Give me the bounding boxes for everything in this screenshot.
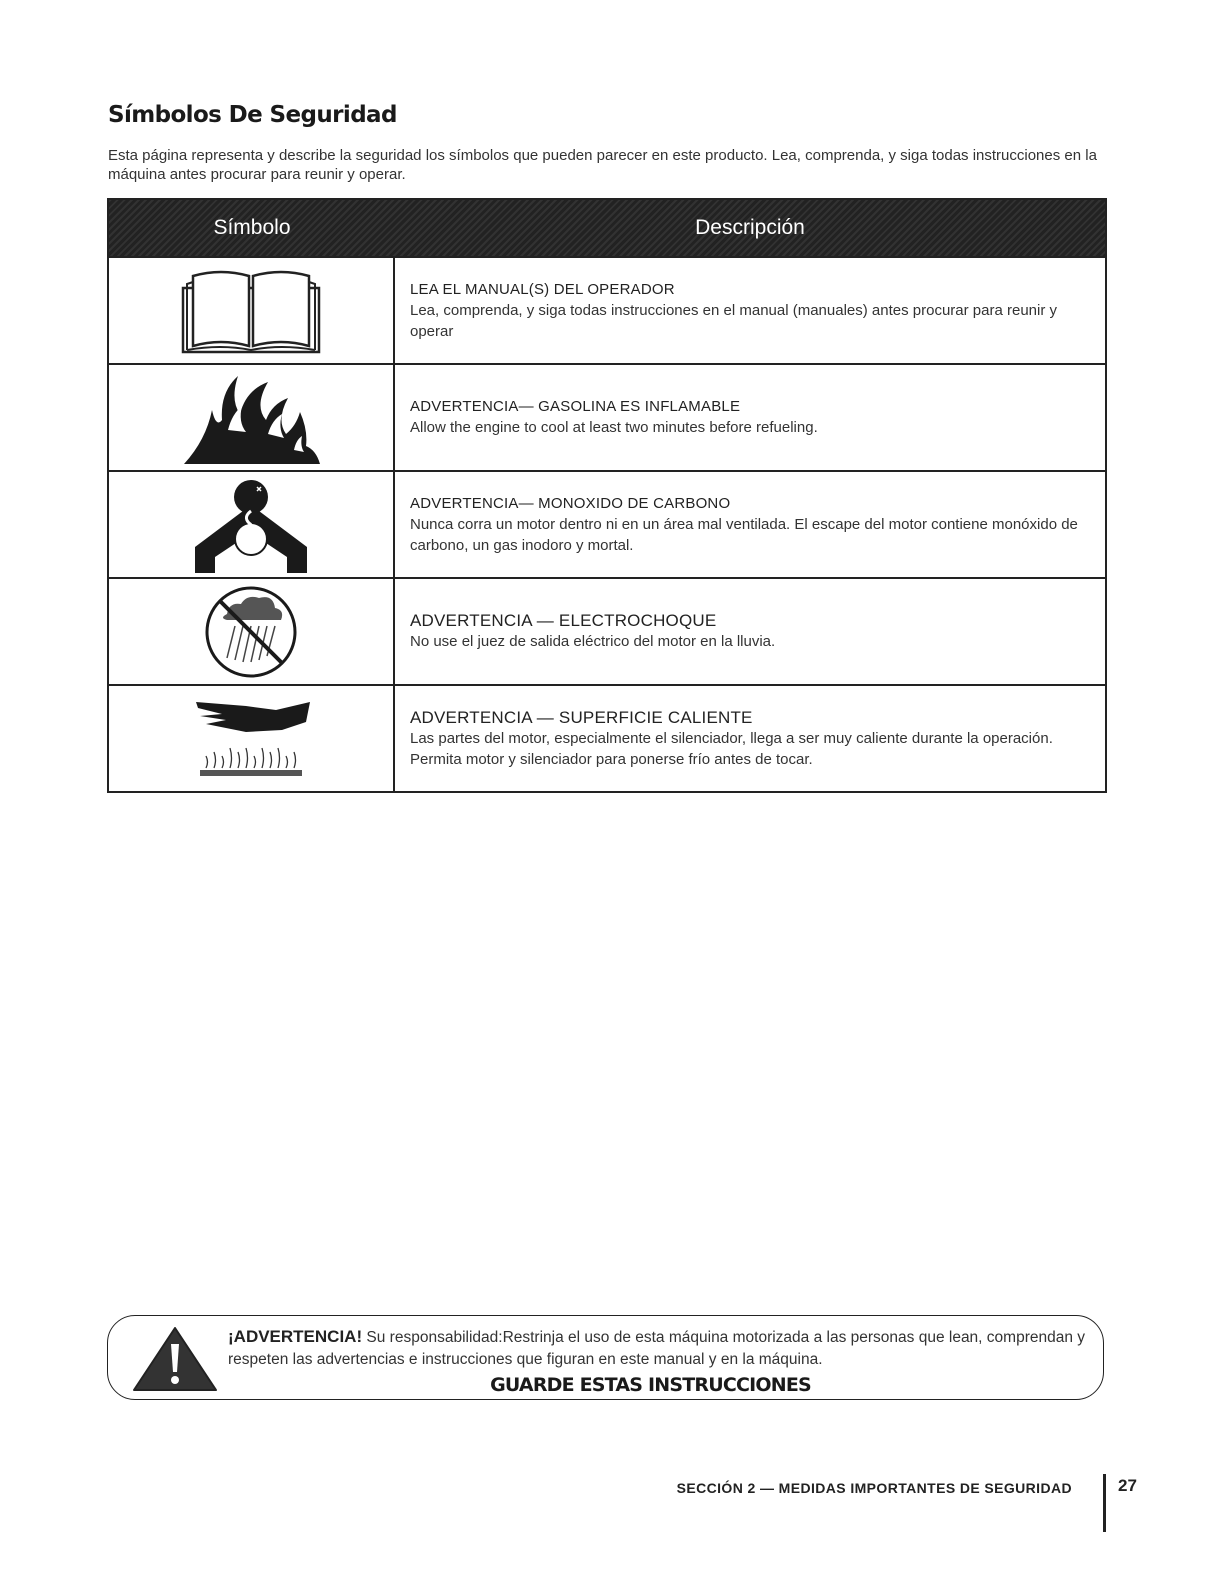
table-row — [109, 363, 1105, 470]
row-text: Las partes del motor, especialmente el silenciador, llega a ser muy caliente durante la operación. Permita motor y silenciador para ponerse frío antes de tocar. — [410, 729, 1053, 768]
row-text: Lea, comprenda, y siga todas instrucciones en el manual (manuales) antes procurar para reunir y operar — [410, 301, 1058, 340]
flame-icon — [176, 370, 326, 466]
table-row — [109, 256, 1105, 363]
header-description: Descripción — [695, 216, 805, 239]
no-rain-icon — [201, 584, 301, 680]
description-cell — [395, 579, 1105, 684]
row-title: LEA EL MANUAL(S) DEL OPERADOR — [410, 280, 675, 298]
table-header — [109, 200, 1105, 256]
toxic-fumes-icon — [191, 477, 311, 573]
symbol-cell — [109, 686, 395, 791]
warning-heading: ¡ADVERTENCIA! — [228, 1327, 363, 1346]
table-row — [109, 684, 1105, 791]
warning-body: Su responsabilidad:Restrinja el uso de esta máquina motorizada a las personas que lean, comprendan y respeten las advertencias e instrucciones que figuran en este manual y en la máquina. — [228, 1329, 1086, 1368]
footer-divider — [1103, 1474, 1106, 1532]
row-text: No use el juez de salida eléctrico del motor en la lluvia. — [410, 633, 776, 650]
row-text: Nunca corra un motor dentro ni en un área mal ventilada. El escape del motor contiene monóxido de carbono, un gas inodoro y mortal. — [410, 515, 1078, 554]
warning-box — [107, 1315, 1104, 1400]
page-title: Símbolos De Seguridad — [108, 102, 397, 128]
header-symbol: Símbolo — [213, 216, 291, 239]
page-number: 27 — [1118, 1476, 1137, 1495]
row-title: ADVERTENCIA — ELECTROCHOQUE — [410, 611, 717, 630]
safety-symbols-table — [107, 198, 1107, 793]
row-title: ADVERTENCIA— MONOXIDO DE CARBONO — [410, 494, 731, 512]
row-title: ADVERTENCIA — SUPERFICIE CALIENTE — [410, 707, 753, 727]
row-title: ADVERTENCIA— GASOLINA ES INFLAMABLE — [410, 398, 741, 415]
description-cell — [395, 472, 1105, 577]
hot-surface-icon — [186, 694, 316, 784]
symbol-cell — [109, 472, 395, 577]
open-book-icon — [171, 266, 331, 356]
row-text: Allow the engine to cool at least two minutes before refueling. — [410, 419, 818, 436]
description-cell — [395, 258, 1105, 363]
symbol-cell — [109, 258, 395, 363]
description-cell — [395, 686, 1105, 791]
intro-text: Esta página representa y describe la seguridad los símbolos que pueden parecer en este producto. Lea, comprenda, y siga todas instrucciones en la máquina antes procurar para reunir y operar. — [108, 147, 1097, 183]
footer-section: SECCIÓN 2 — MEDIDAS IMPORTANTES DE SEGURIDAD — [676, 1480, 1072, 1496]
symbol-cell — [109, 579, 395, 684]
table-row — [109, 577, 1105, 684]
warning-text — [228, 1326, 1088, 1371]
save-instructions: GUARDE ESTAS INSTRUCCIONES — [490, 1374, 811, 1396]
symbol-cell — [109, 365, 395, 470]
table-row — [109, 470, 1105, 577]
description-cell — [395, 365, 1105, 470]
